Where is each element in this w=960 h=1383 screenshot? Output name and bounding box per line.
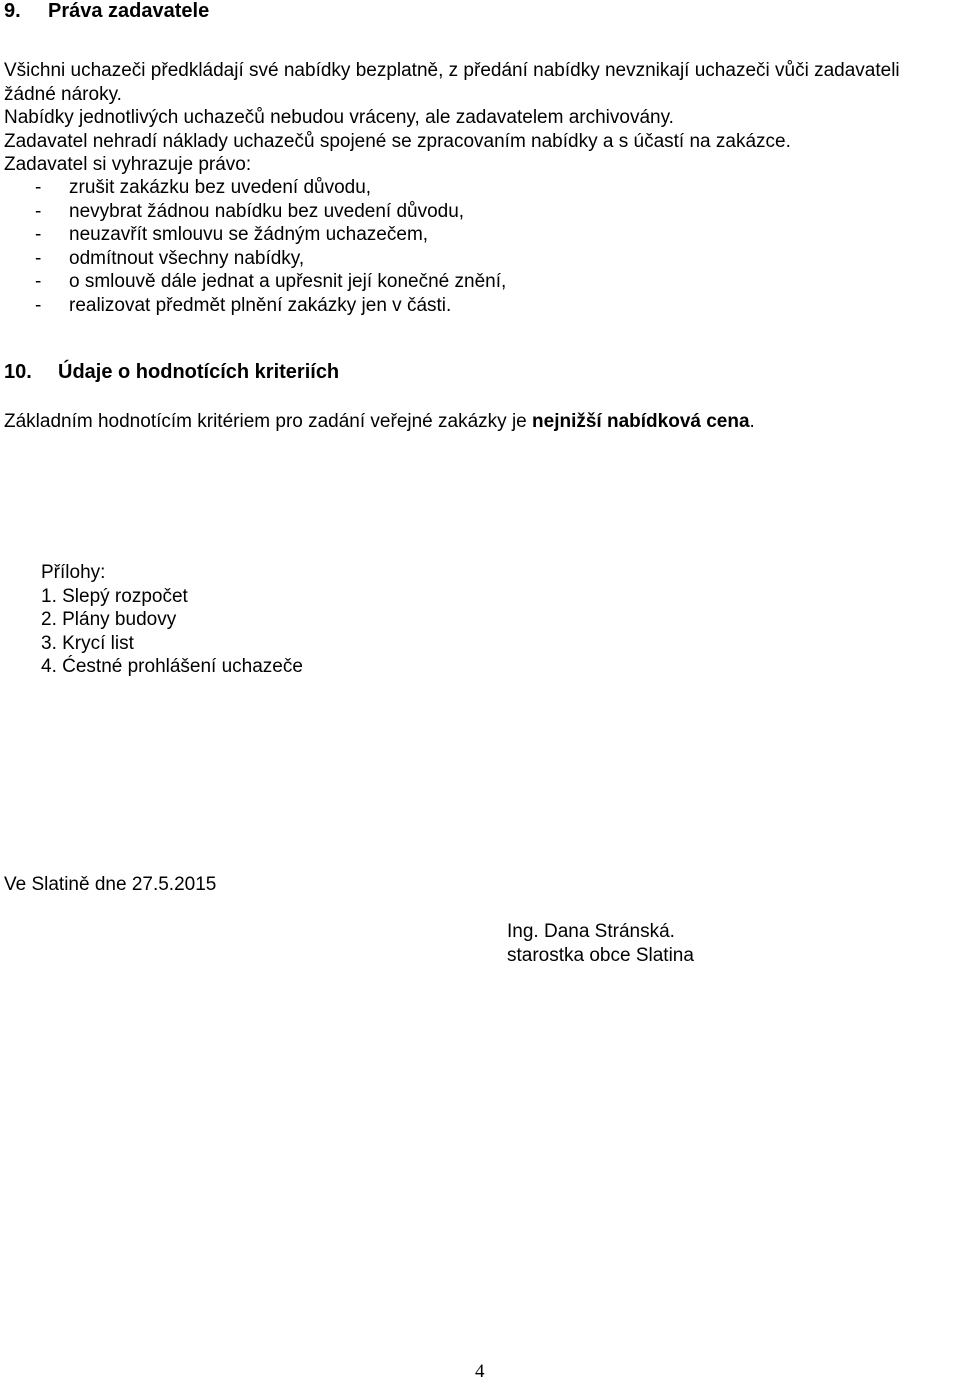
list-item [0,294,700,318]
signature-block [507,920,694,967]
criteria-text: Základním hodnotícím kritériem pro zadání veřejné zakázky je [4,411,533,432]
section-10-heading [4,361,339,384]
attachments-list [41,561,303,679]
bullet-dash: - [35,271,42,292]
page-number: 4 [475,1361,485,1382]
bullet-dash: - [35,294,42,316]
paragraph-line: Zadavatel si vyhrazuje právo: [4,154,252,175]
section-10-number: 10. [4,361,32,383]
bullet-dash: - [35,224,42,245]
list-item-text: realizovat předmět plnění zakázky jen v části. [69,294,452,316]
list-item-text: odmítnout všechny nabídky, [69,247,305,269]
criteria-text-end: . [749,411,755,432]
list-item-text: zrušit zakázku bez uvedení důvodu, [69,177,372,198]
criteria-paragraph [4,411,755,433]
attachment-item: 3. Krycí list [41,632,134,654]
section-9-number: 9. [4,0,21,22]
list-item-text: neuzavřít smlouvu se žádným uchazečem, [69,224,429,245]
signatory-name: Ing. Dana Stránská. [507,921,675,942]
place-date: Ve Slatině dne 27.5.2015 [4,874,217,895]
attachment-item: 2. Plány budovy [41,609,177,630]
attachment-item: 4. Ćestné prohlášení uchazeče [41,656,303,677]
paragraph-line: Zadavatel nehradí náklady uchazečů spojené se zpracovaním nabídky a s účastí na zakázce. [4,130,791,152]
bullet-dash: - [35,200,42,222]
attachment-item: 1. Slepý rozpočet [41,585,188,607]
bullet-dash: - [35,177,42,198]
list-item [0,247,700,271]
criteria-highlight: nejnižší nabídková cena [532,411,750,432]
list-item [0,176,700,200]
paragraph-line: Nabídky jednotlivých uchazečů nebudou vráceny, ale zadavatelem archivovány. [4,107,674,128]
rights-list [0,176,700,317]
section-9-body [4,59,900,177]
section-9-heading [4,0,209,23]
bullet-dash: - [35,247,42,269]
list-item [0,200,700,224]
attachments-label: Přílohy: [41,562,106,583]
paragraph-line: žádné nároky. [4,83,122,105]
list-item-text: nevybrat žádnou nabídku bez uvedení důvodu, [69,200,465,222]
paragraph-line: Všichni uchazeči předkládají své nabídky bezplatně, z předání nabídky nevznikají uchazeči vůči zadavateli [4,60,900,81]
list-item [0,223,700,247]
signatory-role: starostka obce Slatina [507,944,694,966]
section-9-title: Práva zadavatele [48,0,210,22]
section-10-title: Údaje o hodnotících kriteriích [58,361,340,383]
list-item-text: o smlouvě dále jednat a upřesnit její konečné znění, [69,271,507,292]
list-item [0,270,700,294]
